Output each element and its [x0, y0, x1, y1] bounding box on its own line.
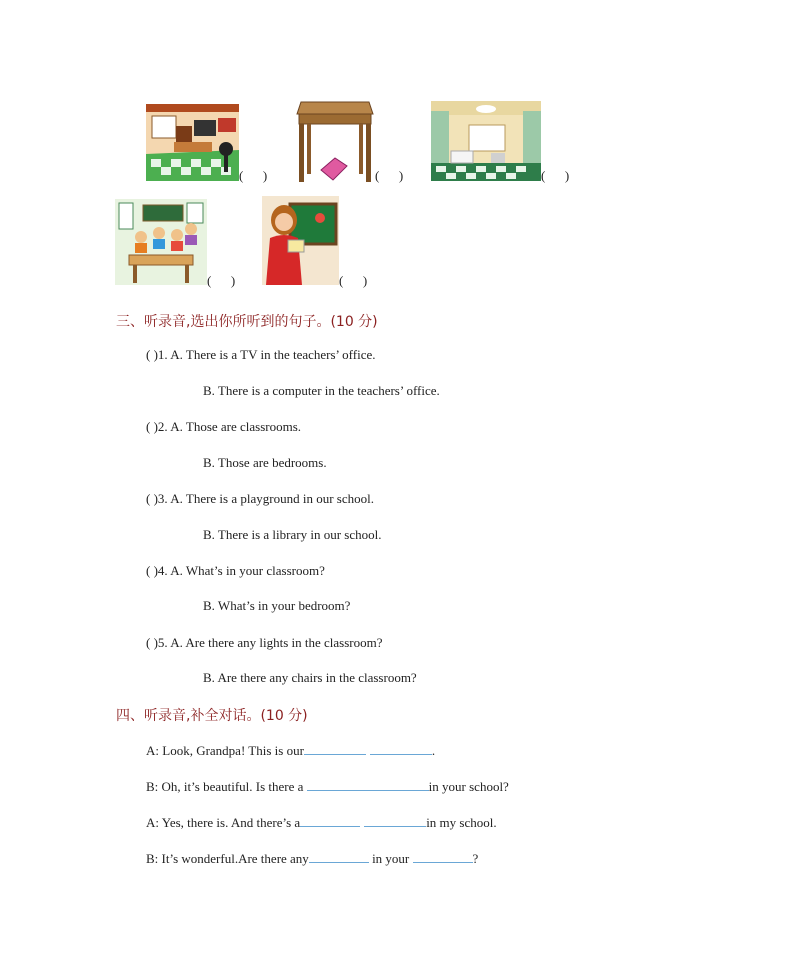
question-5-option-a[interactable]: [146, 635, 383, 651]
answer-paren[interactable]: ( ): [375, 168, 404, 183]
answer-paren[interactable]: ( ): [541, 168, 570, 183]
question-1-option-b[interactable]: B. There is a computer in the teachers’ office.: [203, 383, 440, 398]
dialogue-line-2: [146, 778, 509, 795]
teacher-picture: [262, 196, 339, 285]
dialogue-text: ?: [472, 851, 479, 866]
dialogue-line-3: [146, 814, 497, 831]
option-a: A. There is a TV in the teachers’ office.: [170, 347, 376, 362]
option-a: A. What’s in your classroom?: [170, 563, 325, 578]
dialogue-text: A: Look, Grandpa! This is our: [146, 743, 304, 758]
office-picture: [146, 104, 239, 181]
answer-paren[interactable]: ( ): [239, 168, 268, 183]
answer-blank[interactable]: [413, 850, 473, 863]
question-3-paren[interactable]: ( )3.: [146, 491, 168, 506]
dialogue-line-1: [146, 742, 435, 759]
classroom-picture: [115, 199, 207, 285]
question-3-option-a[interactable]: [146, 491, 374, 507]
dialogue-text: in your school?: [428, 779, 509, 794]
section-4-heading: 四、听录音,补全对话。(10 分): [116, 708, 308, 724]
answer-paren[interactable]: ( ): [207, 273, 236, 288]
dialogue-text: A: Yes, there is. And there’s a: [146, 815, 301, 830]
question-5-paren[interactable]: ( )5.: [146, 635, 168, 650]
answer-blank[interactable]: [364, 814, 426, 827]
answer-blank[interactable]: [307, 778, 429, 791]
question-4-option-a[interactable]: [146, 563, 325, 579]
answer-blank[interactable]: [300, 814, 360, 827]
question-2-paren[interactable]: ( )2.: [146, 419, 168, 434]
dialogue-text: B: It’s wonderful.Are there any: [146, 851, 309, 866]
question-3-option-b[interactable]: B. There is a library in our school.: [203, 527, 382, 542]
answer-blank[interactable]: [304, 742, 366, 755]
question-1-option-a[interactable]: [146, 347, 376, 363]
dialogue-text: in your: [368, 851, 413, 866]
dialogue-text: in my school.: [426, 815, 497, 830]
dialogue-text: .: [431, 743, 436, 758]
desk-picture: [295, 100, 375, 182]
option-a: A. Are there any lights in the classroom?: [170, 635, 383, 650]
question-4-option-b[interactable]: B. What’s in your bedroom?: [203, 598, 351, 613]
option-a: A. Those are classrooms.: [170, 419, 302, 434]
question-2-option-b[interactable]: B. Those are bedrooms.: [203, 455, 327, 470]
dialogue-text: B: Oh, it’s beautiful. Is there a: [146, 779, 307, 794]
question-4-paren[interactable]: ( )4.: [146, 563, 168, 578]
answer-blank[interactable]: [309, 850, 369, 863]
dialogue-line-4: [146, 850, 478, 867]
section-3-heading: 三、听录音,选出你所听到的句子。(10 分): [116, 314, 378, 330]
answer-blank[interactable]: [370, 742, 432, 755]
option-a: A. There is a playground in our school.: [170, 491, 374, 506]
answer-paren[interactable]: ( ): [339, 273, 368, 288]
question-1-paren[interactable]: ( )1.: [146, 347, 168, 362]
living-room-picture: [431, 101, 541, 181]
question-5-option-b[interactable]: B. Are there any chairs in the classroom?: [203, 670, 417, 685]
question-2-option-a[interactable]: [146, 419, 301, 435]
